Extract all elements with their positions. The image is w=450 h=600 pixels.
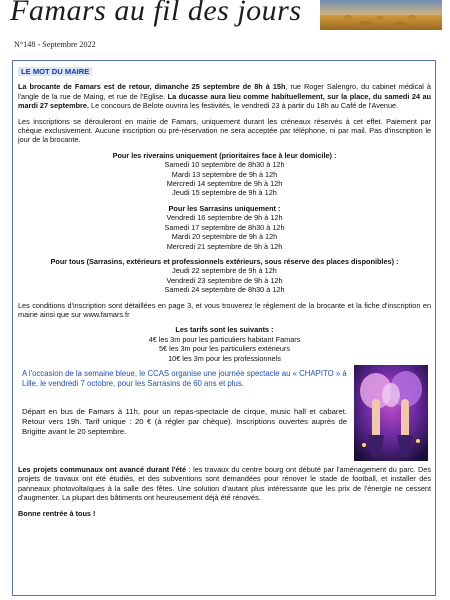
tarif-line: 5€ les 3m pour les particuliers extérieurs [159, 344, 290, 354]
schedule-line: Jeudi 22 septembre de 9h à 12h [172, 266, 277, 276]
section-title: LE MOT DU MAIRE [18, 67, 92, 76]
semaine-bleue-block [18, 369, 431, 461]
issue-number: N°148 - Septembre 2022 [14, 40, 96, 49]
tarifs-heading: Les tarifs sont les suivants : [175, 325, 274, 335]
projects-heading: Les projets communaux ont avancé durant l'été [18, 464, 187, 474]
masthead-title: Famars au fil des jours [10, 0, 302, 27]
schedule-tous [18, 257, 431, 295]
masthead [0, 0, 450, 50]
tarif-line: 4€ les 3m pour les particuliers habitant Famars [148, 334, 301, 344]
brocante-announcement: La brocante de Famars est de retour, dimanche 25 septembre de 8h à 15h [18, 82, 286, 92]
schedule-sarrasins [18, 204, 431, 251]
schedule-line: Samedi 24 septembre de 8h30 à 12h [164, 285, 285, 295]
schedule-line: Vendredi 16 septembre de 9h à 12h [166, 213, 283, 223]
projects-text: : les travaux du centre bourg ont débuté par l'aménagement du parc. Des projets de travaux ont été étudiés, et des subventions sont demandées pour rénover le stade de football, et installer des panneaux photovoltaïques à la salle des fêtes. Une solution d'autant plus intéressante que les prix de l'énergie ne cessent d'augmenter. La plupart des bâtiments ont heureusement déjà été rénovés. [18, 464, 431, 503]
inscriptions-paragraph: Les inscriptions se dérouleront en mairie de Famars, uniquement durant les créneaux réservés à cet effet. Paiement par chèque exclusivement. Aucune inscription ou pré-réservation ne sera acceptée par téléphone, ni par mail. Pas d'inscription le jour de la brocante. [18, 116, 431, 145]
belote-announcement: Le concours de Belote ouvrira les festivités, le vendredi 23 à partir du 18h au Café de l'Avenue. [88, 101, 399, 111]
schedule-line: Vendredi 23 septembre de 9h à 12h [166, 275, 283, 285]
closing-line: Bonne rentrée à tous ! [18, 508, 96, 518]
schedule-heading: Pour les riverains uniquement (prioritaires face à leur domicile) : [112, 150, 337, 160]
projects-paragraph [18, 465, 431, 503]
schedule-line: Samedi 10 septembre de 8h30 à 12h [164, 160, 285, 170]
schedule-line: Samedi 17 septembre de 8h30 à 12h [164, 222, 285, 232]
schedule-line: Mercredi 14 septembre de 9h à 12h [166, 179, 283, 189]
schedule-line: Mardi 13 septembre de 9h à 12h [171, 169, 278, 179]
schedule-line: Jeudi 15 septembre de 9h à 12h [172, 188, 277, 198]
tarif-line: 10€ les 3m pour les professionnels [168, 353, 281, 363]
schedule-line: Mardi 20 septembre de 9h à 12h [171, 232, 278, 242]
article-content [18, 63, 431, 518]
intro-paragraph [18, 82, 431, 110]
schedule-riverains [18, 151, 431, 198]
brocante-location: , rue Roger Salengro, du cabinet médical à l'angle de la rue de Maing, et rue de l'Eglise. [18, 82, 431, 101]
schedule-line: Mercredi 21 septembre de 9h à 12h [166, 241, 283, 251]
schedule-heading: Pour les Sarrasins uniquement : [168, 203, 281, 213]
ducasse-announcement: La ducasse aura lieu comme habituellement, sur la place, du samedi 24 au mardi 27 septembre. [18, 91, 431, 111]
semaine-bleue-announcement: A l'occasion de la semaine bleue, le CCAS organise une journée spectacle au « CHAPITO » à Lille, le vendredi 7 octobre, pour les Sarrasins de 60 ans et plus. [22, 368, 347, 388]
masthead-photo [320, 0, 442, 30]
conditions-paragraph: Les conditions d'inscription sont détaillées en page 3, et vous trouverez le règlement de la brocante et la fiche d'inscription en mairie ainsi que sur www.famars.fr [18, 300, 431, 319]
cabaret-photo [354, 365, 428, 461]
schedule-heading: Pour tous (Sarrasins, extérieurs et professionnels extérieurs, sous réserve des places disponibles) : [50, 256, 399, 266]
semaine-bleue-details: Départ en bus de Famars à 11h, pour un repas-spectacle de cirque, music hall et cabaret. Retour vers 19h. Tarif unique : 20 € (à régler par chèque). Inscriptions ouvertes auprès de Brigitte avant le 20 septembre. [22, 406, 347, 436]
tarifs-block [18, 325, 431, 363]
